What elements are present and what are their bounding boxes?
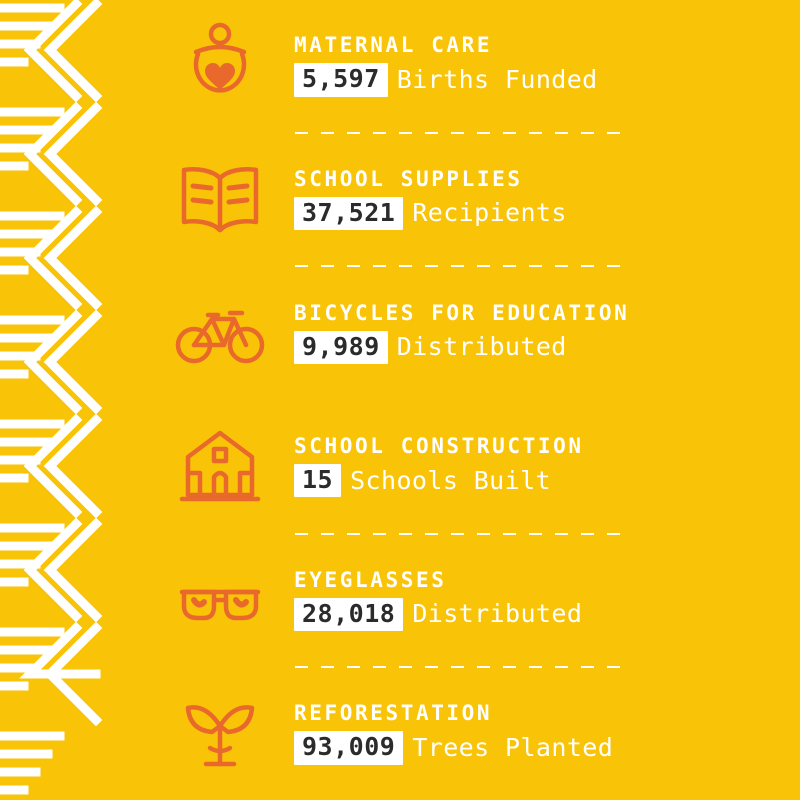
stat-number: 93,009 (294, 731, 403, 764)
stat-unit: Births Funded (396, 64, 598, 94)
bicycle-icon (168, 281, 272, 385)
stat-title: EYEGLASSES (294, 567, 447, 592)
stat-number: 28,018 (294, 598, 403, 631)
dashed-divider (295, 533, 625, 535)
impact-stats-list (150, 0, 800, 800)
stat-item-reforestation (150, 682, 800, 786)
stat-value-line (294, 598, 582, 631)
stat-unit: Schools Built (350, 465, 551, 495)
stat-text-reforestation (294, 703, 613, 764)
stat-value-line (294, 464, 584, 497)
stat-value-line (294, 197, 567, 230)
stat-text-maternal-care (294, 35, 598, 96)
stat-number: 15 (294, 464, 341, 497)
stat-item-bicycles-for-education (150, 281, 800, 385)
stat-value-line (294, 731, 613, 764)
stat-unit: Recipients (412, 198, 567, 228)
stat-text-school-construction (294, 436, 584, 497)
maternal-care-icon (168, 14, 272, 118)
stat-item-school-construction (150, 415, 800, 519)
stat-title: SCHOOL CONSTRUCTION (294, 434, 584, 459)
dashed-divider (295, 265, 625, 267)
stat-number: 5,597 (294, 63, 388, 96)
open-book-icon (168, 148, 272, 252)
dashed-divider (295, 132, 625, 134)
stat-value-line (294, 63, 598, 96)
stat-title: REFORESTATION (294, 701, 493, 726)
stat-text-school-supplies (294, 166, 567, 230)
stat-item-school-supplies (150, 148, 800, 252)
stat-value-line (294, 331, 629, 364)
seedling-icon (168, 682, 272, 786)
stat-number: 9,989 (294, 331, 388, 364)
stat-unit: Distributed (412, 599, 583, 629)
stat-unit: Distributed (396, 332, 567, 362)
dashed-divider (295, 666, 625, 668)
stat-text-eyeglasses (294, 567, 583, 631)
stat-title: SCHOOL SUPPLIES (294, 166, 523, 191)
stat-unit: Trees Planted (412, 732, 614, 762)
stat-title: BICYCLES FOR EDUCATION (294, 300, 630, 325)
stat-title: MATERNAL CARE (294, 33, 493, 58)
school-building-icon (168, 415, 272, 519)
left-chevron-pattern-band (0, 0, 120, 800)
eyeglasses-icon (168, 548, 272, 652)
dashed-divider-placeholder (295, 399, 625, 401)
stat-item-maternal-care (150, 14, 800, 118)
stat-number: 37,521 (294, 197, 403, 230)
stat-text-bicycles-for-education (294, 300, 630, 364)
stat-item-eyeglasses (150, 548, 800, 652)
